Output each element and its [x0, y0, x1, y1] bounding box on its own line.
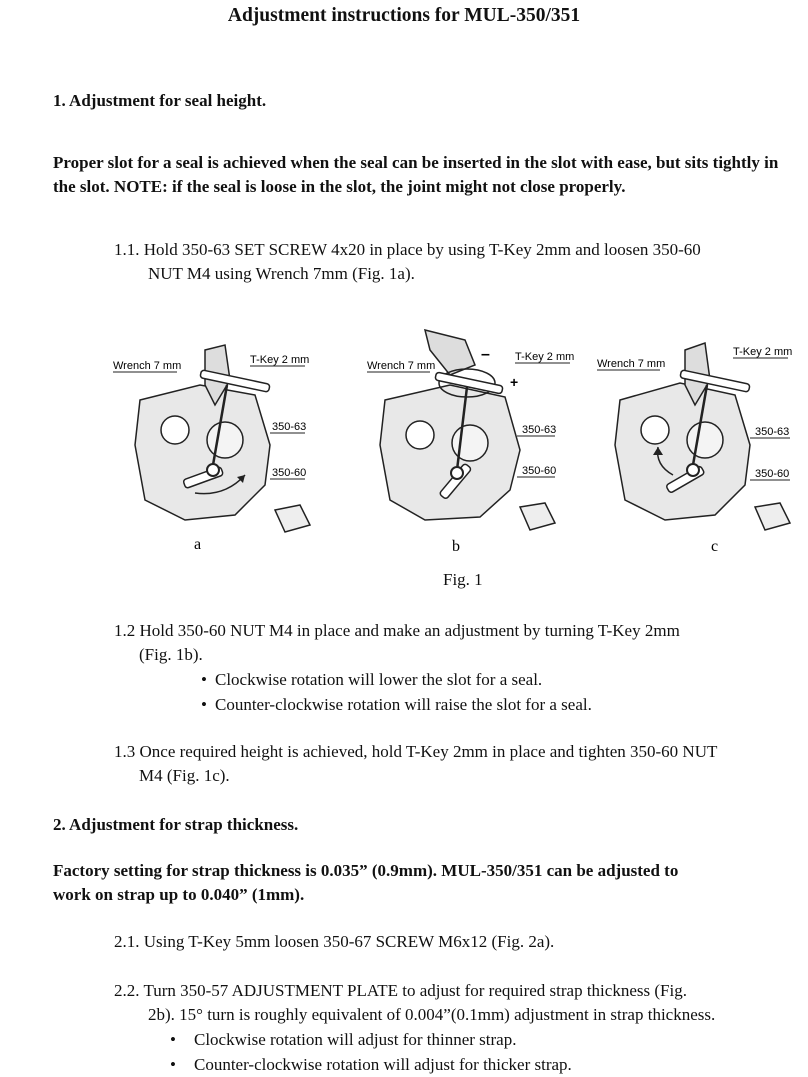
- step-1-1-line2: NUT M4 using Wrench 7mm (Fig. 1a).: [148, 264, 415, 283]
- step-1-2-line2: (Fig. 1b).: [139, 645, 203, 664]
- bullet-text: Counter-clockwise rotation will raise the slot for a seal.: [215, 695, 592, 714]
- label-part-35060-b: 350-60: [522, 465, 557, 477]
- figure-caption: Fig. 1: [443, 570, 483, 589]
- label-part-35063-a: 350-63: [272, 421, 307, 433]
- bullet-text: Clockwise rotation will lower the slot for a seal.: [215, 670, 543, 689]
- label-wrench-a: Wrench 7 mm: [113, 360, 182, 372]
- bullet-clockwise-seal: • Clockwise rotation will lower the slot for a seal.: [201, 670, 543, 689]
- bullet-counterclockwise-strap: • Counter-clockwise rotation will adjust for thicker strap.: [170, 1055, 572, 1074]
- cam-a: [207, 422, 243, 458]
- tool-body-c: [615, 383, 750, 520]
- panel-letter-a: a: [194, 536, 202, 553]
- panel-letter-c: c: [711, 538, 719, 555]
- label-tkey-b: T-Key 2 mm: [515, 351, 575, 363]
- panel-letter-b: b: [452, 538, 460, 555]
- nut-a: [207, 464, 219, 476]
- bullet-text: Counter-clockwise rotation will adjust for thicker strap.: [194, 1055, 572, 1074]
- gear-b: [406, 421, 434, 449]
- figure-panel-b: [367, 330, 574, 555]
- plus-symbol-b: +: [510, 374, 519, 390]
- label-wrench-b: Wrench 7 mm: [367, 360, 436, 372]
- bullet-counterclockwise-seal: • Counter-clockwise rotation will raise the slot for a seal.: [201, 695, 592, 714]
- page-title: Adjustment instructions for MUL-350/351: [227, 5, 581, 26]
- cam-c: [687, 422, 723, 458]
- nut-b: [451, 467, 463, 479]
- figure-panel-c: [597, 343, 792, 555]
- bullet-text: Clockwise rotation will adjust for thinner strap.: [194, 1030, 517, 1049]
- section2-note-line1: Factory setting for strap thickness is 0.035” (0.9mm). MUL-350/351 can be adjusted to: [53, 861, 679, 880]
- label-tkey-a: T-Key 2 mm: [250, 354, 310, 366]
- bullet-clockwise-strap: • Clockwise rotation will adjust for thinner strap.: [170, 1030, 517, 1049]
- gear-a: [161, 416, 189, 444]
- step-2-2-line2: 2b). 15° turn is roughly equivalent of 0.004”(0.1mm) adjustment in strap thickness.: [148, 1005, 716, 1024]
- step-2-2-line1: 2.2. Turn 350-57 ADJUSTMENT PLATE to adjust for required strap thickness (Fig.: [114, 981, 687, 1000]
- seal-a: [275, 505, 310, 532]
- step-2-1: 2.1. Using T-Key 5mm loosen 350-67 SCREW M6x12 (Fig. 2a).: [114, 932, 555, 951]
- step-1-3-line1: 1.3 Once required height is achieved, hold T-Key 2mm in place and tighten 350-60 NUT: [114, 742, 718, 761]
- section1-note: Proper slot for a seal is achieved when the seal can be inserted in the slot with ease, but sits tightly in the slot. NOTE: if the seal is loose in the slot, the joint might not close properly.: [53, 153, 779, 196]
- figure-panel-a: [113, 345, 310, 553]
- label-part-35060-a: 350-60: [272, 467, 307, 479]
- cam-b: [452, 425, 488, 461]
- label-part-35063-b: 350-63: [522, 424, 557, 436]
- step-1-3-line2: M4 (Fig. 1c).: [139, 766, 230, 785]
- step-1-2-line1: 1.2 Hold 350-60 NUT M4 in place and make an adjustment by turning T-Key 2mm: [114, 621, 680, 640]
- label-part-35060-c: 350-60: [755, 468, 790, 480]
- seal-b: [520, 503, 555, 530]
- gear-c: [641, 416, 669, 444]
- tool-body-a: [135, 385, 270, 520]
- step-1-1-line1: 1.1. Hold 350-63 SET SCREW 4x20 in place by using T-Key 2mm and loosen 350-60: [114, 240, 701, 259]
- label-part-35063-c: 350-63: [755, 426, 790, 438]
- label-tkey-c: T-Key 2 mm: [733, 346, 793, 358]
- nut-c: [687, 464, 699, 476]
- minus-symbol-b: –: [481, 346, 490, 363]
- tool-body-b: [380, 385, 520, 520]
- section1-heading: 1. Adjustment for seal height.: [53, 91, 267, 110]
- label-wrench-c: Wrench 7 mm: [597, 358, 666, 370]
- section2-heading: 2. Adjustment for strap thickness.: [53, 815, 299, 834]
- figure-1: [105, 325, 795, 560]
- section2-note-line2: work on strap up to 0.040” (1mm).: [53, 885, 305, 904]
- seal-c: [755, 503, 790, 530]
